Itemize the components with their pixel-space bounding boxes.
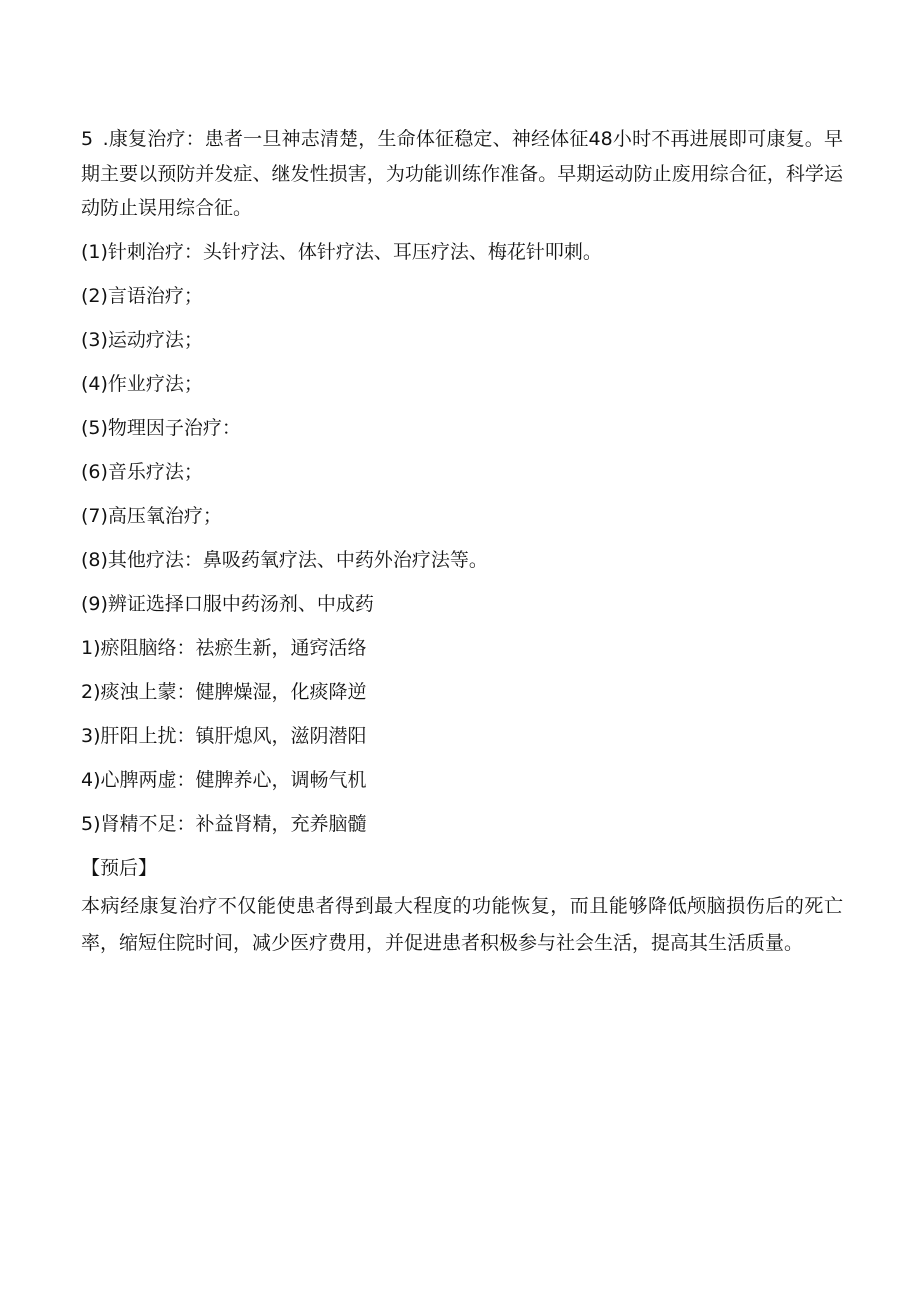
list-item: (7)高压氧治疗； bbox=[81, 504, 222, 527]
list-item: (4)作业疗法； bbox=[81, 372, 203, 395]
list-item: (9)辨证选择口服中药汤剂、中成药 bbox=[81, 592, 374, 615]
rehab-intro-paragraph: 5 .康复治疗：患者一旦神志清楚，生命体征稳定、神经体征48小时不再进展即可康复。早期主要以预防并发症、继发性损害，为功能训练作准备。早期运动防止废用综合征，科学运动防止误用综合征。 bbox=[81, 128, 843, 219]
list-item: (8)其他疗法：鼻吸药氧疗法、中药外治疗法等。 bbox=[81, 548, 488, 571]
list-item: (6)音乐疗法； bbox=[81, 460, 203, 483]
list-item: (1)针刺治疗：头针疗法、体针疗法、耳压疗法、梅花针叩刺。 bbox=[81, 240, 602, 263]
list-item: 2)痰浊上蒙：健脾燥湿，化痰降逆 bbox=[81, 680, 367, 703]
list-item: 4)心脾两虚：健脾养心，调畅气机 bbox=[81, 768, 367, 791]
therapy-list bbox=[81, 235, 843, 631]
prognosis-paragraph: 本病经康复治疗不仅能使患者得到最大程度的功能恢复，而且能够降低颅脑损伤后的死亡率，缩短住院时间，减少医疗费用，并促进患者积极参与社会生活，提高其生活质量。 bbox=[81, 894, 843, 954]
syndrome-list bbox=[81, 631, 843, 851]
list-item: 3)肝阳上扰：镇肝熄风，滋阴潜阳 bbox=[81, 724, 367, 747]
document-page bbox=[81, 122, 843, 962]
list-item: 1)瘀阻脑络：祛瘀生新，通窍活络 bbox=[81, 636, 367, 659]
list-item: 5)肾精不足：补益肾精，充养脑髓 bbox=[81, 812, 367, 835]
list-item: (5)物理因子治疗： bbox=[81, 416, 241, 439]
list-item: (2)言语治疗； bbox=[81, 284, 203, 307]
list-item: (3)运动疗法； bbox=[81, 328, 203, 351]
prognosis-heading: 【预后】 bbox=[81, 856, 158, 879]
